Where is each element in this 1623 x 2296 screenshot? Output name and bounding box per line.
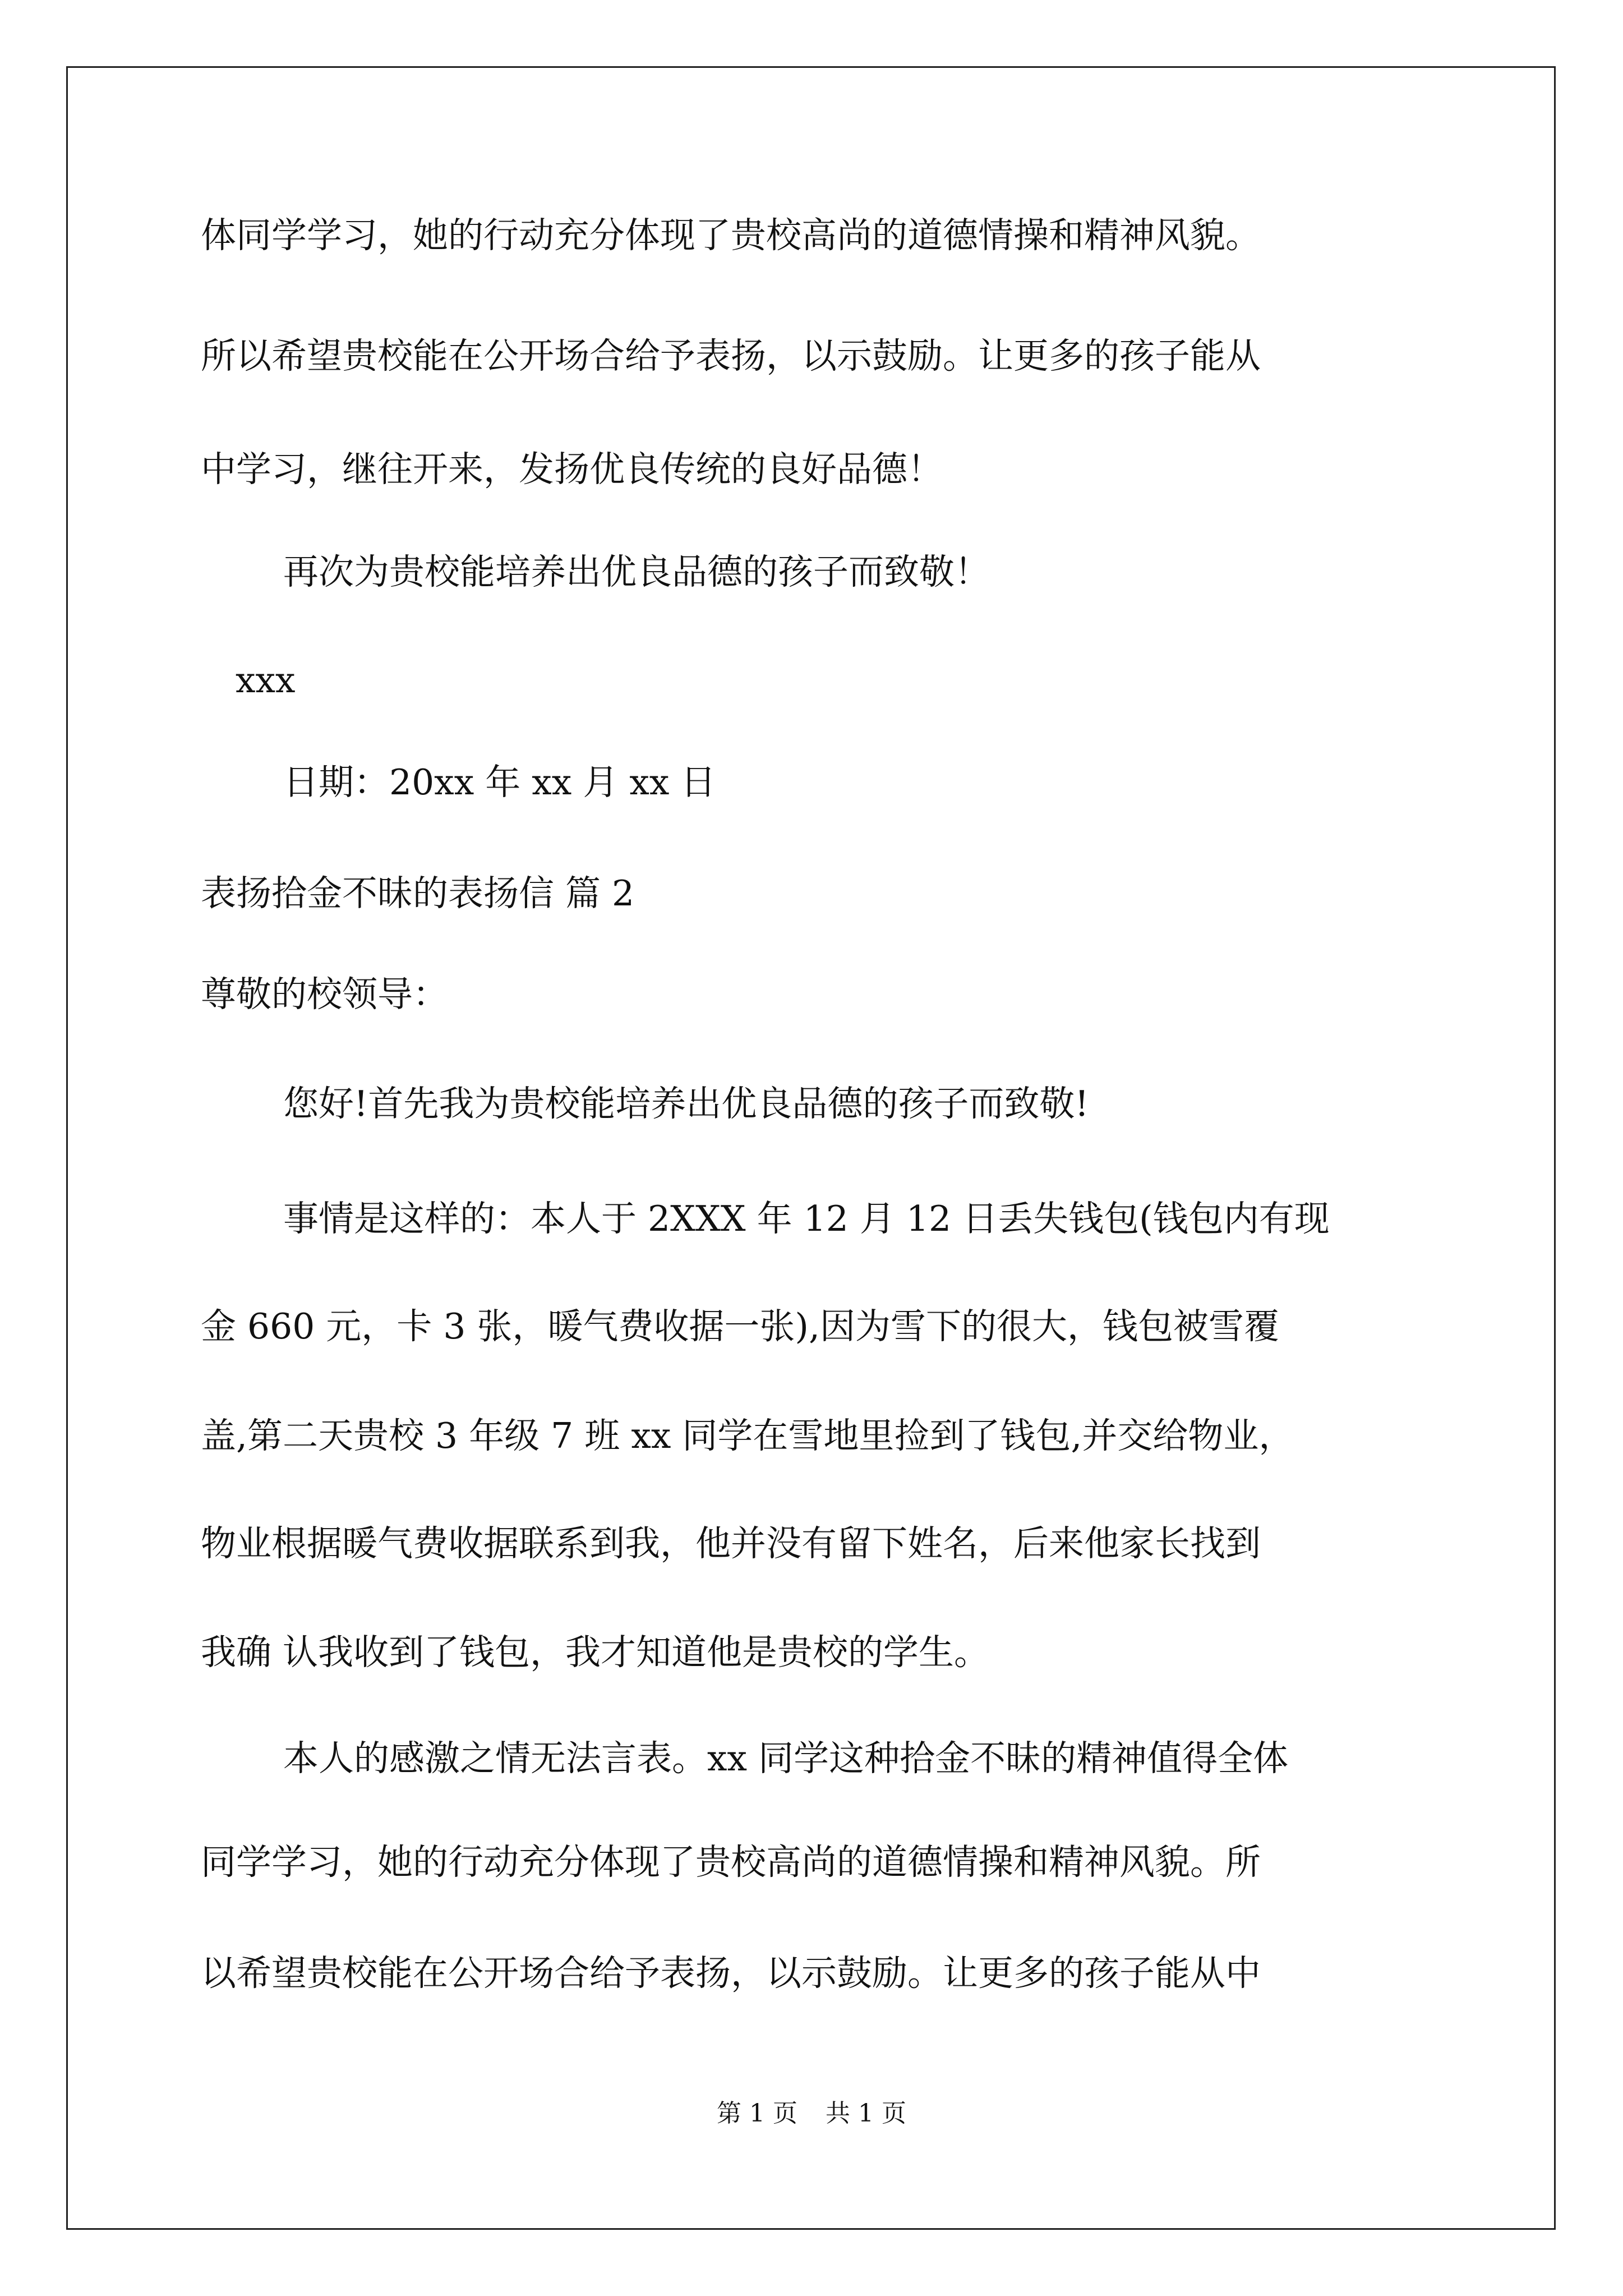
body-line: 您好!首先我为贵校能培养出优良品德的孩子而致敬! bbox=[283, 1083, 1089, 1124]
signature-line: xxx bbox=[236, 660, 296, 701]
body-line: 中学习，继往开来，发扬优良传统的良好品德！ bbox=[201, 449, 943, 490]
body-line: 我确 认我收到了钱包，我才知道他是贵校的学生。 bbox=[201, 1632, 990, 1673]
body-line: 金 660 元，卡 3 张，暖气费收据一张),因为雪下的很大，钱包被雪覆 bbox=[201, 1306, 1280, 1347]
body-line: 同学学习，她的行动充分体现了贵校高尚的道德情操和精神风貌。所 bbox=[201, 1842, 1261, 1883]
body-line: 盖,第二天贵校 3 年级 7 班 xx 同学在雪地里捡到了钱包,并交给物业， bbox=[201, 1415, 1294, 1456]
page-footer bbox=[0, 2097, 1623, 2131]
salutation-line: 尊敬的校领导： bbox=[201, 974, 448, 1015]
page-border bbox=[66, 66, 1556, 2230]
body-line: 事情是这样的：本人于 2XXX 年 12 月 12 日丢失钱包(钱包内有现 bbox=[283, 1198, 1330, 1239]
body-line: 物业根据暖气费收据联系到我，他并没有留下姓名，后来他家长找到 bbox=[201, 1523, 1261, 1564]
body-line: 以希望贵校能在公开场合给予表扬，以示鼓励。让更多的孩子能从中 bbox=[201, 1953, 1261, 1994]
body-line: 所以希望贵校能在公开场合给予表扬，以示鼓励。让更多的孩子能从 bbox=[201, 335, 1261, 376]
body-line: 本人的感激之情无法言表。xx 同学这种拾金不昧的精神值得全体 bbox=[283, 1738, 1289, 1779]
body-line: 再次为贵校能培养出优良品德的孩子而致敬！ bbox=[283, 551, 990, 592]
body-line: 体同学学习，她的行动充分体现了贵校高尚的道德情操和精神风貌。 bbox=[201, 215, 1261, 256]
section-heading: 表扬拾金不昧的表扬信 篇 2 bbox=[201, 873, 635, 914]
date-line: 日期：20xx 年 xx 月 xx 日 bbox=[283, 762, 716, 803]
page-total: 共 1 页 bbox=[826, 2099, 906, 2128]
page-number: 第 1 页 bbox=[717, 2099, 797, 2128]
